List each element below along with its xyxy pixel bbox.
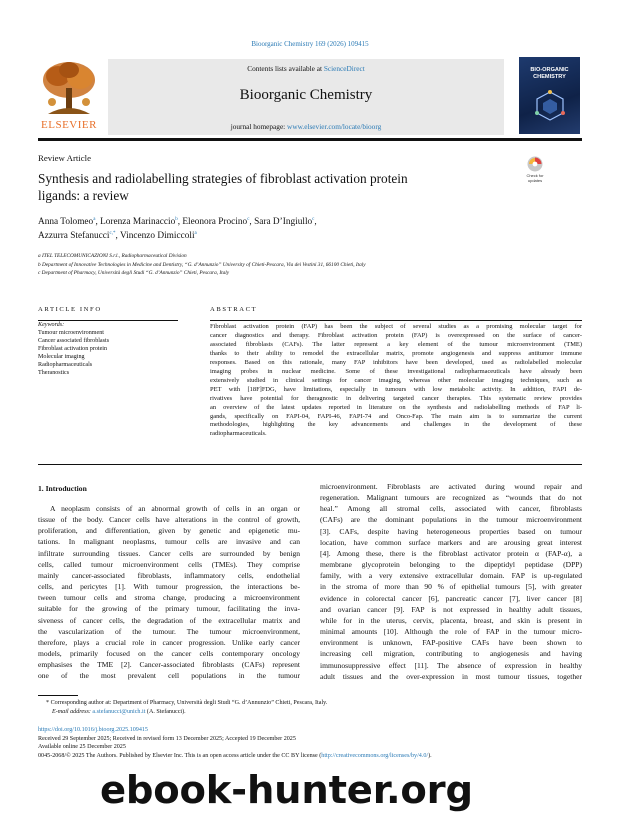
cover-title-line2: CHEMISTRY	[533, 74, 566, 80]
author-name: Sara D’Ingiullo	[254, 217, 313, 227]
check-for-updates-button[interactable]	[520, 155, 550, 185]
keyword-item: Fibroblast activation protein	[38, 345, 108, 352]
intro-line: while for in the uterus, cervix, placenta, breast, and skin is present in	[320, 615, 582, 625]
author-affiliation-mark[interactable]: c	[312, 216, 315, 222]
corresponding-footnote	[46, 699, 586, 716]
authors-line-2: Azzurra Stefanucci$^{c,*}$, Vincenzo Dimiccoli$^a$	[38, 230, 197, 241]
intro-line: cells, called tumour microenvironment cells (TMEs). They comprise	[38, 559, 300, 569]
elsevier-logo	[38, 58, 100, 130]
available-online: Available online 25 December 2025	[38, 744, 126, 751]
affiliation-a: a ITEL TELECOMUNICAZIONI S.r.l., Radiopharmaceutical Division	[38, 253, 187, 259]
abstract-line: thanks to their ability to remodel the extracellular matrix, promote angiogenesis and suppress antitumor immune	[210, 349, 582, 357]
affiliations	[38, 252, 578, 278]
intro-line: increasing cell migration, contributing to angiogenesis and having	[320, 649, 582, 659]
license-prefix: 0045-2068/© 2025 The Authors. Published by Elsevier Inc. This is an open access article under the CC BY license (	[38, 752, 322, 759]
intro-line: A neoplasm consists of an abnormal growth of cells in an organ or	[50, 504, 300, 513]
article-type: Review Article	[38, 153, 92, 163]
intro-line: [4]. Among these, there is the fibroblast activator protein α (FAP-α), a	[320, 548, 582, 558]
intro-line: the vascularization of the tumour. The tumour microenvironment,	[38, 626, 300, 636]
section-heading-introduction: 1. Introduction	[38, 484, 87, 493]
homepage-link[interactable]: www.elsevier.com/locate/bioorg	[287, 122, 382, 131]
abstract-rule	[210, 320, 582, 321]
intro-line: mainly cancer-associated fibroblasts, inflammatory cells, endothelial	[38, 570, 300, 580]
abstract-heading: ABSTRACT	[210, 306, 258, 313]
intro-line: and ovarian cancer [9]. FAP is not expressed in healthy adult tissues,	[320, 604, 582, 614]
intro-line: models, primarily focused on the cancer cells contemporary oncology	[38, 649, 300, 659]
author-name: Anna Tolomeo	[38, 217, 94, 227]
abstract-line: radiopharmaceuticals.	[210, 430, 267, 438]
intro-line: heal.” Among all stromal cells, associated with cancer, fibroblasts	[320, 504, 582, 514]
intro-left-column	[38, 503, 300, 682]
intro-line: suitable for the growing of the primary tumour, facilitating the inva-	[38, 604, 300, 614]
check-updates-label	[518, 173, 552, 183]
author-list	[38, 216, 488, 243]
email-label: E-mail address:	[52, 708, 93, 715]
abstract-line: gands, specifically on FAPI-04, FAPI-46, FAPI-74 and Onco-Fap. The main aim is to summarize the current	[210, 412, 582, 420]
intro-line: evidence in colorectal cancer [6], pancreatic cancer [7], liver cancer [8]	[320, 593, 582, 603]
received-dates: Received 29 September 2025; Received in revised form 13 December 2025; Accepted 19 December 2025	[38, 735, 296, 742]
author-name: Eleonora Procino	[182, 217, 248, 227]
intro-line: adult tissues and the over-expression in most tumour tissues, together	[320, 671, 582, 681]
keyword-item: Theranostics	[38, 369, 70, 376]
email-line	[46, 708, 586, 717]
intro-line: microenvironment. Fibroblasts are activated during wound repair and	[320, 482, 582, 491]
abstract-line: responses. Based on this rationale, many FAP inhibitors have been developed, used as radiolabelled molecular	[210, 358, 582, 366]
keyword-item: Tumour microenvironment	[38, 329, 104, 336]
intro-line: membrane glycoprotein belonging to the dipeptidyl peptidase (DPP)	[320, 560, 582, 570]
journal-name: Bioorganic Chemistry	[239, 87, 373, 103]
intro-line: therefore, plays a crucial role in cancer progression. Unlike early cancer	[38, 637, 300, 647]
intro-line: in the stroma of more than 90 % of epithelial tumours [5], with greater	[320, 582, 582, 592]
front-matter-rule	[38, 464, 582, 465]
title-line-2: ligands: a review	[38, 188, 129, 203]
intro-line: one of the most prevalent cell populations in the tumour	[38, 671, 300, 681]
article-title	[38, 170, 508, 204]
check-updates-icon	[520, 155, 550, 173]
intro-line: family, with a very extensive extracellular domain. FAP is up-regulated	[320, 571, 582, 581]
corresponding-author-note: * Corresponding author at: Department of Pharmacy, Università degli Studi “G. d’Annunzio” Chieti, Pescara, Italy.	[46, 700, 328, 706]
authors-line-1: Anna Tolomeo$^a$, Lorenza Marinaccio$^b$, Eleonora Procino$^c$, Sara D’Ingiullo$^c$,	[38, 216, 317, 227]
journal-cover-image	[519, 57, 580, 134]
author-affiliation-mark[interactable]: b	[175, 216, 178, 222]
abstract-line: rivatives have potential for theragnostic in delivering targeted cancer therapies. This systematic review provides	[210, 394, 582, 402]
elsevier-tree-icon	[38, 58, 100, 118]
author-affiliation-mark[interactable]: a	[93, 216, 96, 222]
keyword-item: Molecular imaging	[38, 353, 85, 360]
license-line	[38, 752, 588, 761]
affiliation-b: b Department of Innovative Technologies in Medicine and Dentistry, “G. d’Annunzio” University of Chieti-Pescara, Via dei Vestini 31, 66100 Chieti, Italy	[38, 261, 366, 268]
journal-reference[interactable]: Bioorganic Chemistry 169 (2026) 109415	[251, 40, 369, 48]
footnote-rule	[38, 695, 78, 696]
intro-line: infiltrate surrounding tissues. Cancer cells are surrounded by benign	[38, 548, 300, 558]
keyword-item: Cancer associated fibroblasts	[38, 337, 110, 344]
intro-line: proliferation, and differentiation, given by genetic and epigenetic mu-	[38, 526, 300, 536]
abstract-body	[210, 323, 582, 439]
publication-info	[38, 726, 588, 760]
header-rule	[38, 138, 582, 141]
intro-line: [3]. CAFs, despite having heterogeneous properties based on tumour	[320, 526, 582, 536]
author-name: Azzurra Stefanucci	[38, 230, 110, 241]
intro-line: tissue of the body. Cancer cells have alterations in the control of growth,	[38, 515, 300, 525]
author-name: Vincenzo Dimiccoli	[119, 230, 195, 241]
intro-line: emphasises the TME [2]. Cancer-associated fibroblasts (CAFs) represent	[38, 660, 300, 670]
abstract-line: imaging probes in nuclear medicine. Some of these investigational radiopharmaceuticals have already been	[210, 367, 582, 375]
intro-line: siveness of cancer cells, the degradation of the extracellular matrix and	[38, 615, 300, 625]
author-affiliation-mark[interactable]: c	[247, 216, 250, 222]
intro-line: regeneration. Malignant tumours are recognized as “wounds that do not	[320, 493, 582, 503]
intro-line: tations. In malignant neoplasms, tumour cells are invasive and can	[38, 537, 300, 547]
intro-line: environment is unknown, FAP-positive CAFs have been shown to	[320, 638, 582, 648]
cover-molecule-icon	[531, 89, 569, 125]
watermark-text: ebook-hunter.org	[100, 768, 473, 813]
article-info-heading: ARTICLE INFO	[38, 306, 102, 313]
keywords-block	[38, 322, 178, 378]
sciencedirect-link[interactable]: ScienceDirect	[323, 64, 365, 73]
abstract-line: PET with [18F]FDG, have limitations, especially in tumours with low metabolic activity. In addition, FAPI de-	[210, 385, 582, 393]
affiliation-c: c Department of Pharmacy, Università degli Studi “G. d’Annunzio” Chieti, Pescara, Italy	[38, 270, 230, 277]
intro-line: location, have common surface markers and are arousing great interest	[320, 537, 582, 547]
keywords-label: Keywords:	[38, 322, 65, 328]
abstract-line: an overview of the latest updates reported in literature on the synthesis and radiolabelling methods of FAP li-	[210, 403, 582, 411]
license-link[interactable]: http://creativecommons.org/licenses/by/4.0/	[321, 752, 429, 759]
keyword-item: Radiopharmaceuticals	[38, 361, 93, 368]
homepage-line	[108, 122, 504, 131]
author-name: Lorenza Marinaccio	[100, 217, 176, 227]
intro-line: cells, and pericytes [1]. With tumour progression, the interactions be-	[38, 582, 300, 592]
elsevier-wordmark: ELSEVIER	[41, 119, 97, 131]
intro-line: immunosuppressive effect [11]. The absence of expression in healthy	[320, 660, 582, 670]
author-affiliation-mark[interactable]: c,*	[109, 230, 116, 236]
check-updates-line1: Check for	[526, 173, 544, 178]
doi-link[interactable]: https://doi.org/10.1016/j.bioorg.2025.109415	[38, 727, 148, 733]
license-suffix: ).	[428, 752, 432, 759]
intro-line: tween tumour cells and stroma change, producing a microenvironment	[38, 593, 300, 603]
abstract-line: extensively studied in clinical settings for cancer imaging, whereas other molecular imaging techniques, such as	[210, 376, 582, 384]
intro-line: (CAFs) are the dominant populations in the tumour microenvironment	[320, 515, 582, 525]
email-suffix: (A. Stefanucci).	[145, 708, 186, 715]
check-updates-line2: updates	[527, 178, 543, 183]
article-info-rule	[38, 320, 178, 321]
homepage-prefix: journal homepage:	[230, 122, 288, 131]
cover-title-line1: BIO-ORGANIC	[530, 67, 569, 73]
abstract-line: cancer diagnostics and therapy. Fibroblast activation protein (FAP) is overexpressed on the surface of cancer-	[210, 331, 582, 339]
email-link[interactable]: a.stefanucci@unich.it	[92, 708, 146, 715]
intro-line: minimal amounts [10]. Although the role of FAP in the tumour micro-	[320, 627, 582, 637]
contents-line	[108, 64, 504, 73]
abstract-line: associated fibroblasts (CAFs). The latter represent a key element of the tumour microenvironment (TME)	[210, 340, 582, 348]
contents-prefix: Contents lists available at	[247, 64, 324, 73]
abstract-line: methodologies, highlighting the key advancements and challenges in the development of these	[210, 421, 582, 429]
abstract-line: Fibroblast activation protein (FAP) has been the subject of several studies as a promising molecular target for	[210, 323, 582, 330]
author-affiliation-mark[interactable]: a	[194, 230, 197, 236]
title-line-1: Synthesis and radiolabelling strategies of fibroblast activation protein	[38, 171, 408, 186]
intro-right-column	[320, 481, 582, 682]
